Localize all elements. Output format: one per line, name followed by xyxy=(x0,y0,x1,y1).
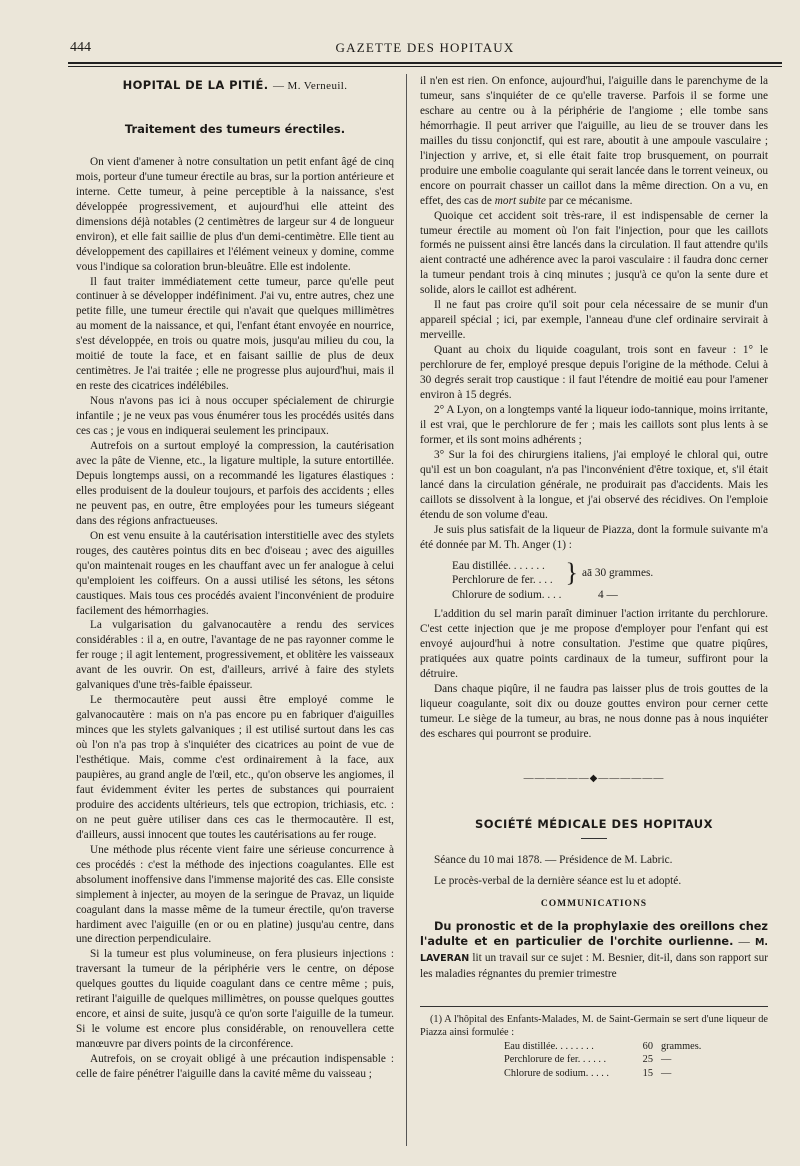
paragraph: La vulgarisation du galvanocautère a rendu des services considérables : il a, en outre, l'avantage de ne pas rayonner comme le fer rouge ; il agit lentement, progressivement, et oblitère les vaisseaux avant de les ouvrir. On est, d'ailleurs, arrivé à faire des stylets galvaniques d'une très-faible épaisseur. xyxy=(76,619,394,692)
paragraph: On vient d'amener à notre consultation un petit enfant âgé de cinq mois, porteur d'une tumeur érectile au bras, sur la portion antérieure et interne. Cette tumeur, à peine perceptible à la naissance, s'est développée progressivement, et aujourd'hui elle atteint des dimensions déjà notables (2 centimètres de largeur sur 4 de longueur environ), et elle fait saillie de plus d'un demi-centimètre. Elle tient au développement des capillaires et l'élément veineux y domine, comme vous l'indique sa coloration brun-bleuâtre. Elle est indolente. xyxy=(76,155,394,273)
footnote-ingredient: Perchlorure de fer. . . . . . xyxy=(504,1054,607,1066)
paragraph: Si la tumeur est plus volumineuse, on fera plusieurs injections : traversant la tumeur de la périphérie vers le centre, on dépose quelques gouttes du liquide coagulant dans ce centre même ; puis, retirant l'aiguille de quelques millimètres, on pousse quelques gouttes encore, et ainsi de suite, jusqu'à ce qu'on sorte l'aiguille de la tumeur. Si le volume est encore plus considérable, on renouvellera cette manœuvre par divers points de la circonférence. xyxy=(76,948,394,1051)
minutes-line: Le procès-verbal de la dernière séance est lu et adopté. xyxy=(434,874,682,887)
paragraph: Dans chaque piqûre, il ne faudra pas laisser plus de trois gouttes de la liqueur coagulante, soit dix ou douze gouttes environ pour cerner cette tumeur. Le siège de la tumeur, au bras, ne nous donne pas à nous inquiéter des eschares qui pourront se produire. xyxy=(420,683,768,740)
paragraph: Quant au choix du liquide coagulant, trois sont en faveur : 1° le perchlorure de fer, employé presque depuis l'origine de la méthode. Celui à 30 degrés serait trop caustique : il faut l'étendre de moitié eau pour l'amener environ à 15 degrés. xyxy=(420,344,768,402)
paragraph: Je suis plus satisfait de la liqueur de Piazza, dont la formule suivante m'a été donnée par M. Th. Anger (1) : xyxy=(420,523,768,551)
footnote-unit: grammes. xyxy=(660,1040,702,1052)
paragraph: 2° A Lyon, on a longtemps vanté la liqueur iodo-tannique, moins irritante, il est vrai, que le perchlorure de fer ; mais les caillots sont plus lents à se former, et ils sont moins adhérents ; xyxy=(420,403,768,446)
paragraph: Autrefois on a surtout employé la compression, la cautérisation avec la pâte de Vienne, etc., la ligature multiple, la suture entortillée. Depuis longtemps aussi, on a recommandé les ligatures élastiques : elles produisent de la douleur toujours, et parfois des accidents ; elles ne peuvent pas, en outre, être employées pour les tumeurs siégeant dans des régions anfractueuses. xyxy=(76,440,394,527)
footnote-row xyxy=(500,1040,705,1054)
footnote-row xyxy=(500,1053,705,1067)
footnote-ingredient: Eau distillée. . . . . . . . xyxy=(504,1040,594,1052)
paragraph xyxy=(420,74,768,209)
right-column xyxy=(420,74,768,1152)
short-rule xyxy=(581,838,607,839)
paper-author: M. LAVERAN xyxy=(420,936,768,964)
formula-ingredient: Chlorure de sodium. . . . xyxy=(452,589,562,602)
footnote-row xyxy=(500,1067,705,1081)
paragraph: Le thermocautère peut aussi être employé comme le galvanocautère : mais on n'a pas encore pu en fabriquer d'aiguilles minces que les stylets galvaniques ; il est utilisé surtout dans les cas où l'on n'a pas trop à s'inquiéter des cicatrices au point de vue de l'esthétique. Mais, comme c'est ordinairement à la face, aux paupières, au grand angle de l'œil, etc., qu'on observe les angiomes, il faut évidemment éviter les pertes de substances qui pourraient produire des accidents ultérieurs, tels que ectropion, trichiasis, etc. : on ne peut guère utiliser dans ces cas le thermocautère. Il est, d'ailleurs, aussi innocent que toutes les cautérisations au fer rouge. xyxy=(76,694,394,841)
footnote-quantity: 15 xyxy=(642,1067,653,1079)
hospital-author: — M. Verneuil. xyxy=(272,80,348,92)
section-title: Traitement des tumeurs érectiles. xyxy=(124,121,346,136)
footnote-unit: — xyxy=(660,1067,672,1079)
session-line: Séance du 10 mai 1878. — Présidence de M. Labric. xyxy=(434,853,673,866)
footnote-text: (1) A l'hôpital des Enfants-Malades, M. de Saint-Germain se sert d'une liqueur de Piazza ainsi formulée : xyxy=(420,1013,768,1039)
paragraph: Il ne faut pas croire qu'il soit pour cela nécessaire de se munir d'un appareil spécial ; ici, par exemple, l'anneau d'une clef ordinaire servirait à merveille. xyxy=(420,299,768,342)
formula-quantity: 4 — xyxy=(598,589,618,602)
footnote-quantity: 25 xyxy=(642,1054,653,1066)
footnote-quantity: 60 xyxy=(642,1040,653,1052)
paragraph: Une méthode plus récente vient faire une sérieuse concurrence à ces procédés : c'est la méthode des injections coagulantes. Elle est absolument inoffensive dans l'immense majorité des cas. Elle consiste simplement à injecter, au moyen de la seringue de Pravaz, un liquide coagulant dans la masse même de la tumeur érectile, qu'on traverse hardiment avec l'aiguille (en or ou en platine) jusqu'au centre, dans une direction perpendiculaire. xyxy=(76,843,394,946)
header-rule-thick xyxy=(68,62,782,64)
running-header xyxy=(70,40,780,60)
column-divider xyxy=(406,74,407,1146)
footnote-unit: — xyxy=(660,1054,672,1066)
italic-term: mort subite xyxy=(494,194,546,207)
footnote xyxy=(420,1013,768,1081)
brace-glyph: } xyxy=(565,558,578,588)
paragraph: On est venu ensuite à la cautérisation interstitielle avec des stylets rouges, des cautères pointus dits en bec d'oiseau ; avec des aiguilles qu'on maintenait rouges en les chauffant avec un fer analogue à celui qu'emploient les coiffeurs. On a aussi utilisé les sétons, les sétons caustiques. Mais tous ces procédés avaient l'inconvénient de produire facilement des hémorrhagies. xyxy=(76,529,394,617)
footnote-rule xyxy=(420,1006,768,1007)
hospital-name: HOPITAL DE LA PITIÉ. xyxy=(122,78,269,92)
left-column xyxy=(76,74,394,1152)
paragraph: Il faut traiter immédiatement cette tumeur, parce qu'elle peut continuer à se développer indéfiniment. J'ai vu, entre autres, chez une petite fille, une tumeur érectile qui n'avait que quelques millimètres au moment de la naissance, et qui, l'enfant étant envoyée en nourrice, s'est développée, en trois ou quatre mois, jusqu'au milieu du cou, la moitié de toute la face, et en faisant saillie de plus de deux centimètres. Je l'ai traitée ; elle ne progresse plus aujourd'hui, mais il en reste des cicatrices indélébiles. xyxy=(76,275,394,393)
paragraph: Nous n'avons pas ici à nous occuper spécialement de chirurgie infantile ; je ne veux pas vous énumérer tous les procédés usités dans ces cas ; je vous en indiquerai seulement les principaux. xyxy=(76,395,394,438)
formula-quantity: aā 30 grammes. xyxy=(582,566,654,579)
section-ornament: ——————◆—————— xyxy=(523,772,665,784)
footnote-formula xyxy=(500,1040,705,1081)
paragraph-text: il n'en est rien. On enfonce, aujourd'hui, l'aiguille dans le parenchyme de la tumeur, sans s'inquiéter de ce qu'elle traverse. Parfois il se forme une eschare au centre ou à la périphérie de l'angiome ; elle tombe sans hémorrhagie. Il peut arriver que l'aiguille, au lieu de se trouver dans les mailles du tissu conjonctif, qui est rare, aboutit à une ampoule vasculaire ; l'injection y arrive, et, si elle était faite trop brusquement, on pourrait produire une embolie coagulante qui serait lancée dans le torrent veineux, ou encore on pourrait chasser un caillot dans la même direction. On a vu, en effet, des cas de xyxy=(420,75,768,207)
paragraph: Du pronostic et de la prophylaxie des oreillons chez l'adulte et en particulier de l'orchite ourlienne. — M. LAVERAN lit un travail sur ce sujet : M. Besnier, dit-il, dans son rapport sur les maladies régnantes du premier trimestre xyxy=(420,919,768,980)
paragraph: Quoique cet accident soit très-rare, il est indispensable de cerner la tumeur érectile au moment où l'on fait l'injection, pour que les caillots formés ne puissent ainsi être lancés dans la circulation. Il faut attendre qu'ils aient contracté une adhérence avec la paroi vasculaire : il faudra donc cerner la tumeur pendant trois à cinq minutes ; jusqu'à ce qu'on la sente dure et solide, alors le caillot est adhérent. xyxy=(420,209,768,297)
paper-text: lit un travail sur ce sujet : M. Besnier, dit-il, dans son rapport sur les maladies régnantes du premier trimestre xyxy=(420,951,768,980)
page-number: 444 xyxy=(70,40,91,55)
communications-heading: COMMUNICATIONS xyxy=(540,898,648,909)
paper-title: Du pronostic et de la prophylaxie des oreillons chez l'adulte et en particulier de l'orchite ourlienne. xyxy=(420,919,768,948)
formula-ingredient: Perchlorure de fer. . . . xyxy=(452,574,553,587)
footnote-ingredient: Chlorure de sodium. . . . . xyxy=(504,1067,609,1079)
hospital-heading xyxy=(76,78,394,94)
paragraph: Autrefois, on se croyait obligé à une précaution indispensable : celle de faire pénétrer l'aiguille dans la cavité même du vaisseau ; xyxy=(76,1053,394,1081)
paragraph-text: par ce mécanisme. xyxy=(545,194,633,207)
paragraph: L'addition du sel marin paraît diminuer l'action irritante du perchlorure. C'est cette injection que je me propose d'employer pour l'enfant qui est envoyé aujourd'hui à notre consultation. J'estime que quatre piqûres, pratiquées aux quatre points cardinaux de la tumeur, suffiront pour la détruire. xyxy=(420,608,768,681)
paragraph: 3° Sur la foi des chirurgiens italiens, j'ai employé le chloral qui, outre qu'il est un bon coagulant, n'a pas l'inconvénient d'être toxique, et, s'il était lancé dans la circulation générale, ne produirait pas d'accidents. Mais les caillots se dissolvent à la longue, et j'ai observé des récidives. On l'emploie étendu de son volume d'eau. xyxy=(420,448,768,521)
formula-ingredient: Eau distillée. . . . . . . xyxy=(452,559,545,572)
journal-title: GAZETTE DES HOPITAUX xyxy=(335,40,515,55)
header-rule-thin xyxy=(68,66,782,67)
formula-table xyxy=(420,559,768,604)
society-title: SOCIÉTÉ MÉDICALE DES HOPITAUX xyxy=(475,816,713,831)
